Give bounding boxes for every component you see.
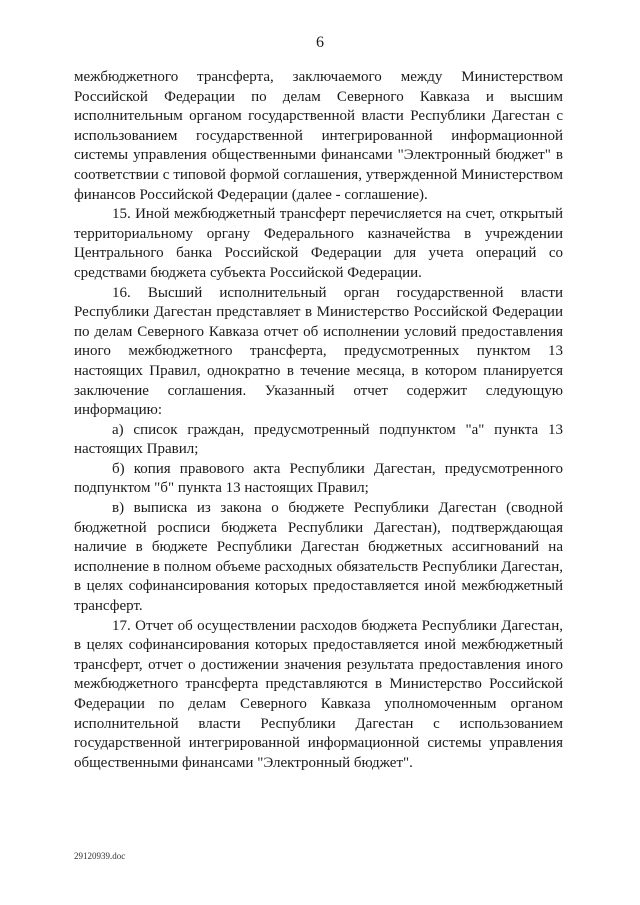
document-body: [74, 68, 563, 773]
paragraph-16-item-b: б) копия правового акта Республики Дагестан, предусмотренного подпунктом "б" пункта 13 настоящих Правил;: [74, 460, 563, 497]
page-number: 6: [316, 34, 324, 51]
paragraph-17: 17. Отчет об осуществлении расходов бюджета Республики Дагестан, в целях софинансирования которых предоставляется иной межбюджетный трансферт, отчет о достижении значения результата предоставления иного межбюджетного трансферта представляются в Министерство Российской Федерации по делам Северного Кавказа уполномоченным органом исполнительной власти Республики Дагестан с использованием государственной интегрированной информационной системы управления общественными финансами "Электронный бюджет".: [74, 617, 563, 771]
paragraph-15: 15. Иной межбюджетный трансферт перечисляется на счет, открытый территориальному органу Федерального казначейства в учреждении Центрального банка Российской Федерации для учета операций со средствами бюджета субъекта Российской Федерации.: [74, 206, 563, 281]
paragraph-16-item-a: а) список граждан, предусмотренный подпунктом "а" пункта 13 настоящих Правил;: [74, 421, 563, 458]
paragraph-continuation: межбюджетного трансферта, заключаемого между Министерством Российской Федерации по делам Северного Кавказа и высшим исполнительным органом государственной власти Республики Дагестан с использованием государственной интегрированной информационной системы управления общественными финансами "Электронный бюджет" в соответствии с типовой формой соглашения, утвержденной Министерством финансов Российской Федерации (далее - соглашение).: [74, 69, 563, 203]
document-file-code: 29120939.doc: [74, 851, 126, 861]
paragraph-16: 16. Высший исполнительный орган государственной власти Республики Дагестан представляет в Министерство Российской Федерации по делам Северного Кавказа отчет об исполнении условий предоставления иного межбюджетного трансферта, предусмотренных пунктом 13 настоящих Правил, однократно в течение месяца, в котором планируется заключение соглашения. Указанный отчет содержит следующую информацию:: [74, 284, 563, 419]
paragraph-16-item-c: в) выписка из закона о бюджете Республики Дагестан (сводной бюджетной росписи бюджета Республики Дагестан), подтверждающая наличие в бюджете Республики Дагестан бюджетных ассигнований на исполнение в полном объеме расходных обязательств Республики Дагестан, в целях софинансирования которых предоставляется иной межбюджетный трансферт.: [74, 500, 563, 615]
